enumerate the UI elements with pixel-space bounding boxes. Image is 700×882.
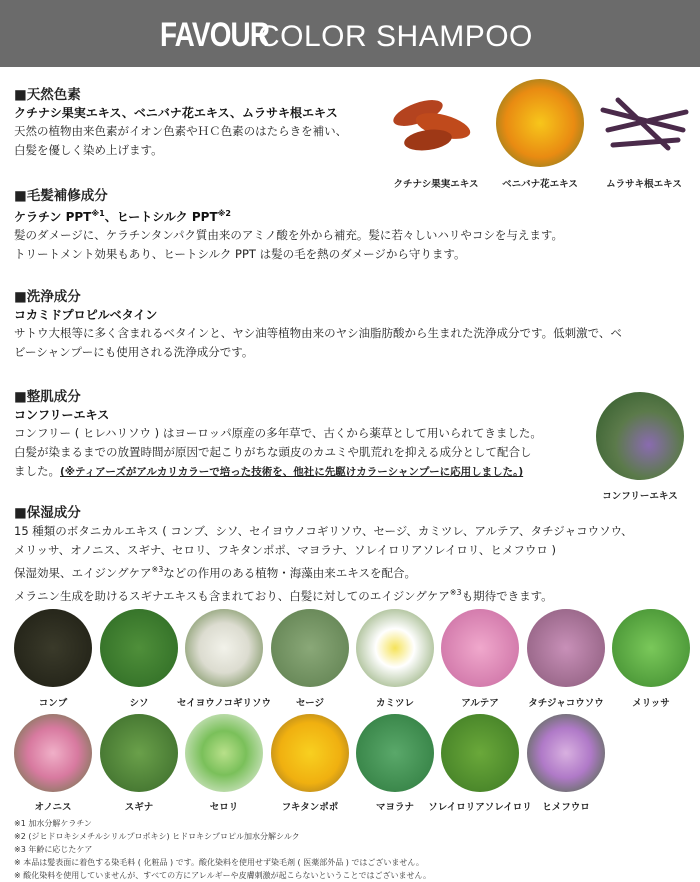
section-cleansing bbox=[14, 288, 622, 362]
perilla-image bbox=[100, 609, 178, 687]
caption-gardenia: クチナシ果実エキス bbox=[393, 179, 479, 190]
body-text: トリートメント効果もあり、ヒートシルク PPT は髪の毛を熱のダメージから守ります。 bbox=[14, 247, 466, 261]
caption-sage: セージ bbox=[296, 698, 324, 709]
caption-perilla: シソ bbox=[129, 698, 149, 709]
caption-soleirolia: ソレイロリアソレイロリ bbox=[428, 802, 532, 813]
caption-chamomile: カミツレ bbox=[375, 698, 414, 709]
gardenia-fruit-image bbox=[388, 88, 480, 158]
body-text: 天然の植物由来色素がイオン色素やＨＣ色素のはたらきを補い、 bbox=[14, 124, 348, 138]
footnote: ※3 年齢に応じたケア bbox=[14, 845, 93, 854]
footnotes bbox=[14, 817, 431, 882]
gromwell-root-image bbox=[598, 90, 690, 156]
marjoram-image bbox=[356, 714, 434, 792]
section-natural-pigment bbox=[14, 86, 347, 160]
ingredient-name: コンフリーエキス bbox=[14, 408, 110, 422]
caption-ononis: オノニス bbox=[34, 802, 72, 813]
yarrow-image bbox=[185, 609, 263, 687]
kombu-image bbox=[14, 609, 92, 687]
safflower-image bbox=[496, 79, 584, 167]
caption-kombu: コンブ bbox=[38, 698, 68, 709]
body-text: サトウ大根等に多く含まれるベタインと、ヤシ油等植物由来のヤシ油脂肪酸から生まれた洗浄成分です。低刺激で、ベ bbox=[14, 326, 622, 340]
marshmallow-image bbox=[441, 609, 519, 687]
chamomile-image bbox=[356, 609, 434, 687]
celery-image bbox=[185, 714, 263, 792]
section-moisturizing bbox=[14, 504, 633, 606]
body-text: メリッサ、オノニス、スギナ、セロリ、フキタンポポ、マヨラナ、ソレイロリアソレイロリ、ヒメフウロ ) bbox=[14, 543, 556, 557]
footnote: ※ 本品は髪表面に着色する染毛料 ( 化粧品 ) です。酸化染料を使用せず染毛剤 ( 医薬部外品 ) ではございません。 bbox=[14, 858, 424, 867]
section-heading: ■洗浄成分 bbox=[14, 289, 81, 305]
ononis-image bbox=[14, 714, 92, 792]
coltsfoot-image bbox=[271, 714, 349, 792]
caption-melissa: メリッサ bbox=[632, 698, 670, 709]
body-text: 髪のダメージに、ケラチンタンパク質由来のアミノ酸を外から補充。髪に若々しいハリやコシを与えます。 bbox=[14, 228, 564, 242]
caption-comfrey: コンフリーエキス bbox=[602, 491, 678, 502]
caption-coltsfoot: フキタンポポ bbox=[281, 802, 339, 813]
header-bar bbox=[0, 0, 700, 67]
section-hair-repair bbox=[14, 187, 563, 264]
brand-logo: FAVOUR bbox=[160, 16, 270, 54]
soleirolia-image bbox=[441, 714, 519, 792]
caption-marshmallow: アルテア bbox=[461, 698, 499, 709]
sage-image bbox=[271, 609, 349, 687]
section-heading: ■整肌成分 bbox=[14, 389, 81, 405]
footnote: ※2 (ジヒドロキシメチルシリルプロポキシ) ヒドロキシプロピル加水分解シルク bbox=[14, 832, 300, 841]
ingredient-name: クチナシ果実エキス、ベニバナ花エキス、ムラサキ根エキス bbox=[14, 106, 338, 120]
caption-thyme: タチジャコウソウ bbox=[528, 698, 604, 709]
ingredient-name: ケラチン PPT$^{※1}$、ヒートシルク PPT$^{※2}$ bbox=[14, 209, 231, 224]
caption-marjoram: マヨラナ bbox=[375, 802, 414, 813]
body-text: メラニン生成を助けるスギナエキスも含まれており、白髪に対してのエイジングケア$^{※3}$も期待できます。 bbox=[14, 587, 553, 603]
caption-safflower: ベニバナ花エキス bbox=[502, 179, 578, 190]
caption-herb-robert: ヒメフウロ bbox=[542, 802, 590, 813]
body-text: ビーシャンプーにも使用される洗浄成分です。 bbox=[14, 345, 254, 359]
section-skin-conditioning bbox=[14, 388, 542, 482]
herb-robert-image bbox=[527, 714, 605, 792]
footnote: ※ 酸化染料を使用していませんが、すべての方にアレルギーや皮膚刺激が起こらないということではございません。 bbox=[14, 871, 432, 880]
body-text: 15 種類のボタニカルエキス ( コンブ、シソ、セイヨウノコギリソウ、セージ、カミツレ、アルテア、タチジャコウソウ、 bbox=[14, 524, 633, 538]
tears-note: (※ティアーズがアルカリカラーで培った技術を、他社に先駆けカラーシャンプーに応用しました。) bbox=[60, 466, 524, 478]
horsetail-image bbox=[100, 714, 178, 792]
body-text: 白髪を優しく染め上げます。 bbox=[14, 143, 163, 157]
section-heading: ■保湿成分 bbox=[14, 505, 81, 521]
caption-yarrow: セイヨウノコギリソウ bbox=[177, 698, 271, 709]
body-text: コンフリー ( ヒレハリソウ ) はヨーロッパ原産の多年草で、古くから薬草として用いられてきました。 bbox=[14, 426, 542, 440]
thyme-image bbox=[527, 609, 605, 687]
section-heading: ■毛髪補修成分 bbox=[14, 188, 108, 204]
section-heading: ■天然色素 bbox=[14, 87, 81, 103]
comfrey-image bbox=[596, 392, 684, 480]
body-text: ました。(※ティアーズがアルカリカラーで培った技術を、他社に先駆けカラーシャンプーに応用しました。) bbox=[14, 464, 524, 478]
footnote: ※1 加水分解ケラチン bbox=[14, 819, 92, 828]
caption-gromwell: ムラサキ根エキス bbox=[606, 179, 682, 190]
ingredient-name: コカミドプロピルベタイン bbox=[14, 308, 158, 322]
melissa-image bbox=[612, 609, 690, 687]
product-title: COLOR SHAMPOO bbox=[258, 20, 533, 53]
caption-horsetail: スギナ bbox=[124, 802, 154, 813]
body-text: 白髪が染まるまでの放置時間が原因で起こりがちな頭皮のカユミや肌荒れを抑える成分として配合し bbox=[14, 445, 532, 459]
caption-celery: セロリ bbox=[209, 802, 239, 813]
body-text: 保湿効果、エイジングケア$^{※3}$などの作用のある植物・海藻由来エキスを配合。 bbox=[14, 565, 417, 580]
